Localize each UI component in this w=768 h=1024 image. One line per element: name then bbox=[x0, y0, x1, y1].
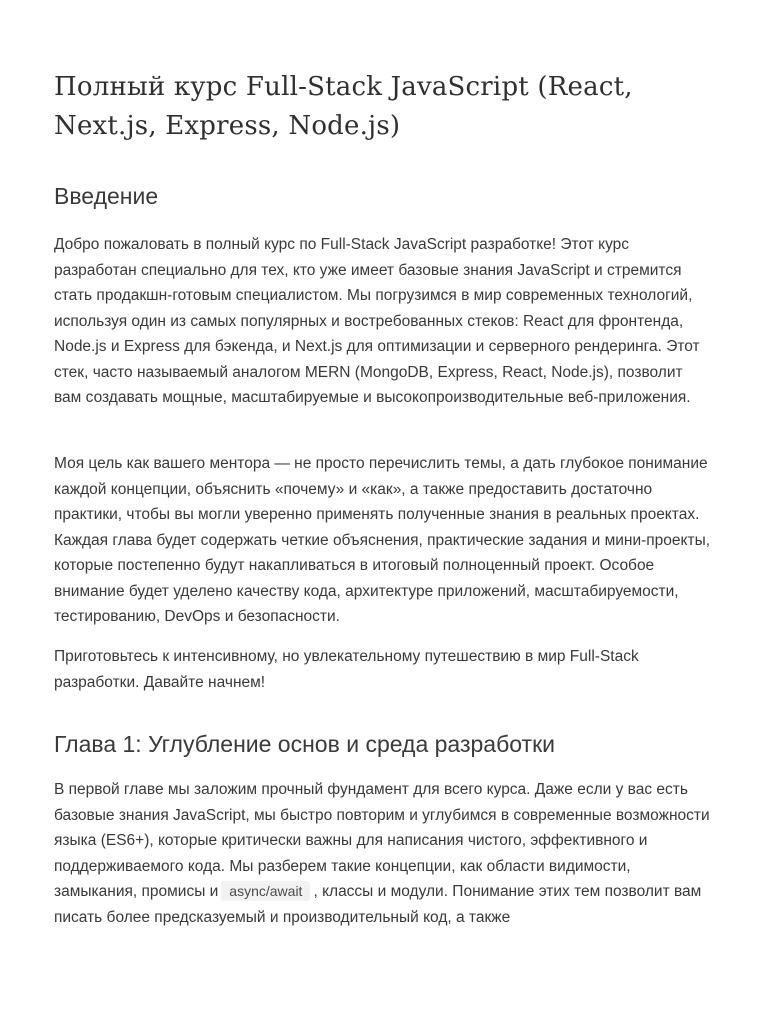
chapter-1-text-before-code: В первой главе мы заложим прочный фундамент для всего курса. Даже если у вас есть базовые знания JavaScript, мы быстро повторим и углубимся в современные возможности языка (ES6+), которые критически важны для написания чистого, эффективного и поддерживаемого кода. Мы разберем такие концепции, как области видимости, замыкания, промисы и bbox=[54, 781, 710, 900]
chapter-1-text-after-code: , классы и модули. Понимание этих тем позволит вам писать более предсказуемый и производительный код, а также bbox=[54, 883, 702, 926]
chapter-1-heading: Глава 1: Углубление основ и среда разработки bbox=[54, 731, 555, 757]
inline-code: async/await bbox=[221, 881, 310, 901]
document-title: Полный курс Full-Stack JavaScript (React, Next.js, Express, Node.js) bbox=[54, 72, 633, 141]
intro-paragraph-3: Приготовьтесь к интенсивному, но увлекательному путешествию в мир Full-Stack разработки. Давайте начнем! bbox=[54, 648, 639, 691]
intro-paragraph-2: Моя цель как вашего ментора — не просто перечислить темы, а дать глубокое понимание каждой концепции, объяснить «почему» и «как», а также предоставить достаточно практики, чтобы вы могли уверенно применять полученные знания в реальных проектах. Каждая глава будет содержать четкие объяснения, практические задания и мини-проекты, которые постепенно будут накапливаться в итоговый полноценный проект. Особое внимание будет уделено качеству кода, архитектуре приложений, масштабируемости, тестированию, DevOps и безопасности. bbox=[54, 455, 711, 625]
chapter-1-paragraph bbox=[54, 777, 714, 930]
intro-paragraph-1: Добро пожаловать в полный курс по Full-Stack JavaScript разработке! Этот курс разработан специально для тех, кто уже имеет базовые знания JavaScript и стремится стать продакшн-готовым специалистом. Мы погрузимся в мир современных технологий, используя один из самых популярных и востребованных стеков: React для фронтенда, Node.js и Express для бэкенда, и Next.js для оптимизации и серверного рендеринга. Этот стек, часто называемый аналогом MERN (MongoDB, Express, React, Node.js), позволит вам создавать мощные, масштабируемые и высокопроизводительные веб-приложения. bbox=[54, 236, 700, 406]
intro-heading: Введение bbox=[54, 183, 159, 209]
